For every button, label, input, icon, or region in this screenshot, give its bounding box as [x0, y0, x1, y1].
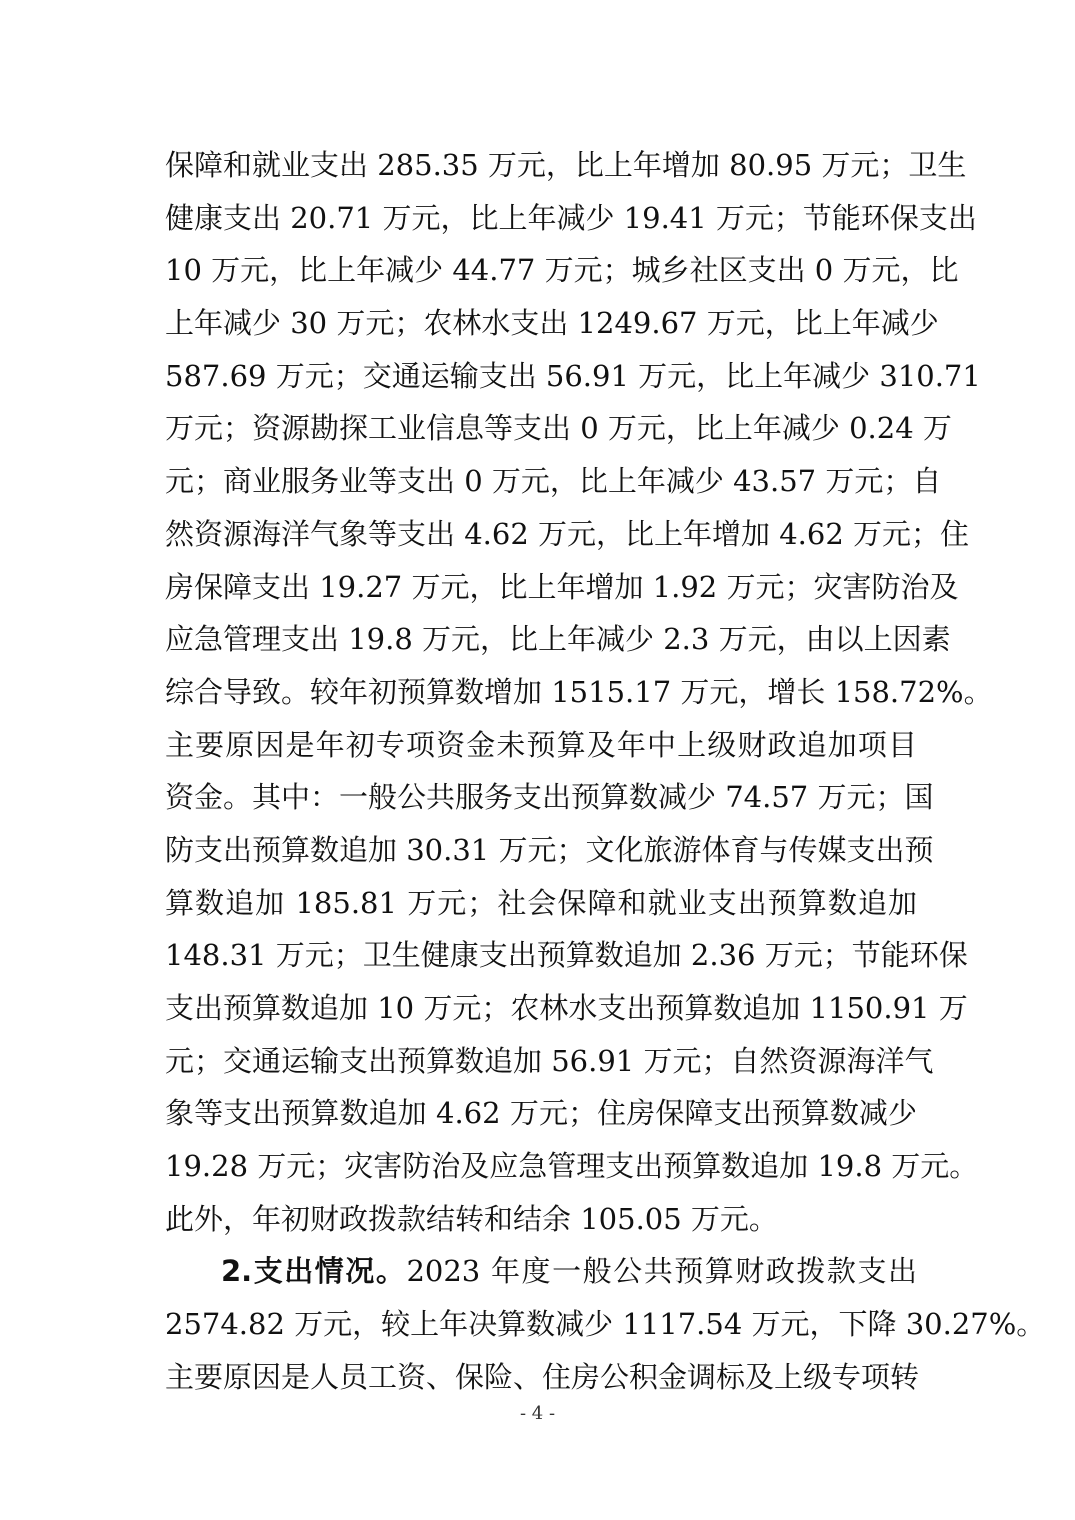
text-line: 然资源海洋气象等支出 4.62 万元，比上年增加 4.62 万元；住 — [165, 516, 970, 551]
text-line: 元；交通运输支出预算数追加 56.91 万元；自然资源海洋气 — [165, 1043, 934, 1078]
text-line: 10 万元，比上年减少 44.77 万元；城乡社区支出 0 万元，比 — [165, 253, 959, 288]
text-line: 2574.82 万元，较上年决算数减少 1117.54 万元，下降 30.27%。 — [165, 1307, 1046, 1342]
text-line: 上年减少 30 万元；农林水支出 1249.67 万元，比上年减少 — [165, 306, 939, 341]
text-line: 587.69 万元；交通运输支出 56.91 万元，比上年减少 310.71 — [165, 358, 981, 393]
text-line: 148.31 万元；卫生健康支出预算数追加 2.36 万元；节能环保 — [165, 938, 968, 973]
text-line: 房保障支出 19.27 万元，比上年增加 1.92 万元；灾害防治及 — [165, 569, 959, 604]
text-line: 健康支出 20.71 万元，比上年减少 19.41 万元；节能环保支出 — [165, 200, 977, 235]
text-line: 防支出预算数追加 30.31 万元；文化旅游体育与传媒支出预 — [165, 832, 934, 867]
text-line: 主要原因是人员工资、保险、住房公积金调标及上级专项转 — [165, 1359, 920, 1394]
section-2-text: 2023 年度一般公共预算财政拨款支出 — [406, 1254, 917, 1289]
text-line: 资金。其中：一般公共服务支出预算数减少 74.57 万元；国 — [165, 780, 934, 815]
text-line: 元；商业服务业等支出 0 万元，比上年减少 43.57 万元；自 — [165, 464, 942, 499]
text-line: 保障和就业支出 285.35 万元，比上年增加 80.95 万元；卫生 — [165, 148, 967, 182]
text-line: 此外，年初财政拨款结转和结余 105.05 万元。 — [165, 1201, 778, 1236]
section-2-first-line — [165, 1245, 917, 1298]
text-line: 象等支出预算数追加 4.62 万元；住房保障支出预算数减少 — [165, 1096, 917, 1131]
text-line: 19.28 万元；灾害防治及应急管理支出预算数追加 19.8 万元。 — [165, 1149, 979, 1184]
body-text — [165, 139, 1046, 1404]
text-line: 应急管理支出 19.8 万元，比上年减少 2.3 万元，由以上因素 — [165, 622, 951, 657]
text-line: 主要原因是年初专项资金未预算及年中上级财政追加项目 — [165, 727, 917, 762]
section-2-heading: 2.支出情况。 — [221, 1254, 407, 1289]
page-number: - 4 - — [519, 1403, 556, 1424]
text-line: 算数追加 185.81 万元；社会保障和就业支出预算数追加 — [165, 885, 917, 920]
text-line: 支出预算数追加 10 万元；农林水支出预算数追加 1150.91 万 — [165, 991, 968, 1025]
text-line: 综合导致。较年初预算数增加 1515.17 万元，增长 158.72%。 — [165, 674, 993, 709]
text-line: 万元；资源勘探工业信息等支出 0 万元，比上年减少 0.24 万 — [165, 411, 952, 446]
